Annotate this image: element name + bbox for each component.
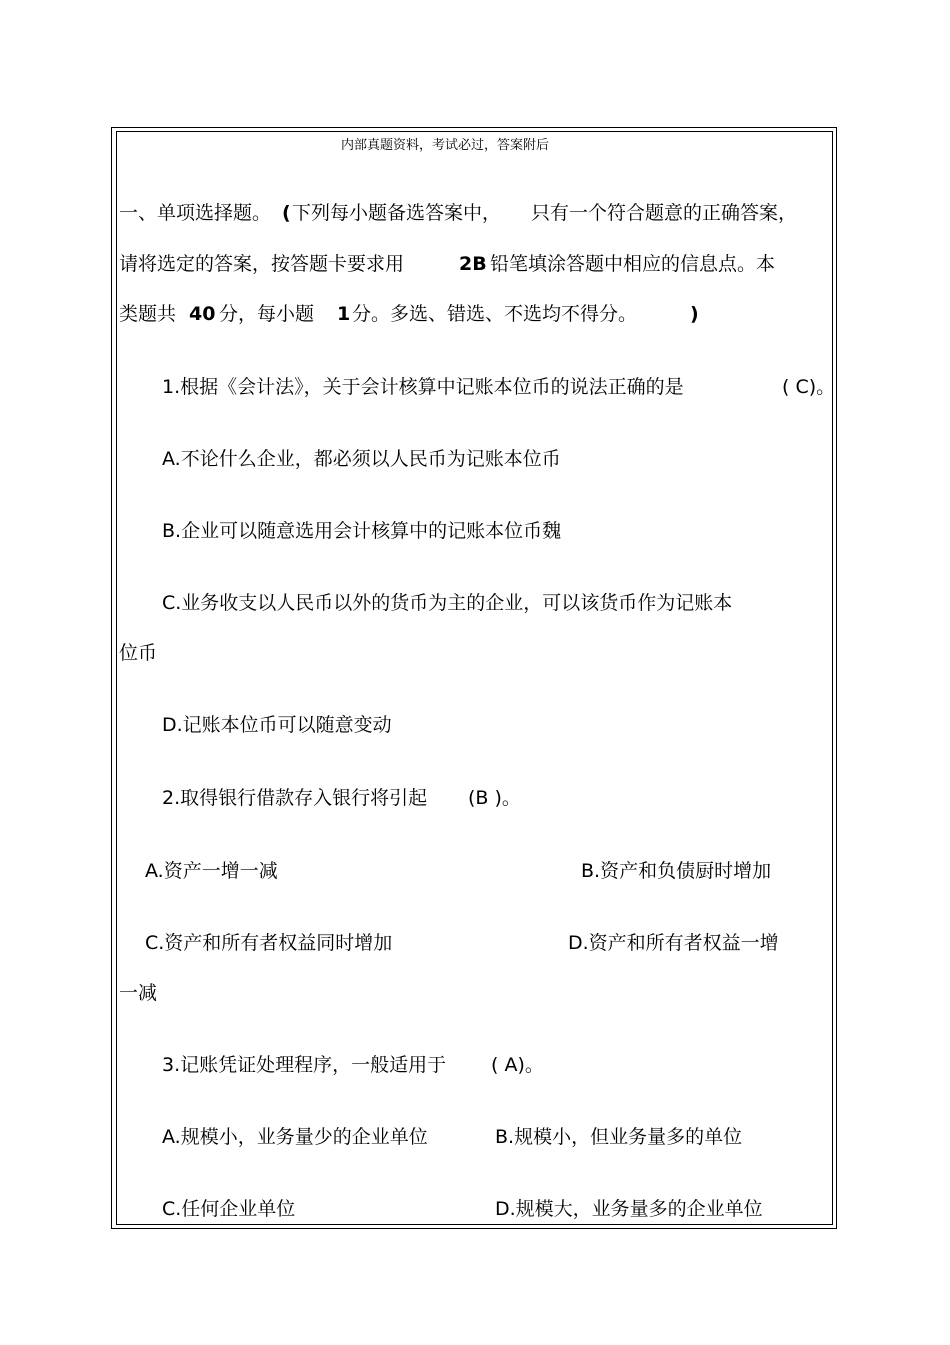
section-text-bold: 2B	[459, 253, 487, 275]
question-3-option-c: C.任何企业单位	[162, 1198, 296, 1220]
question-1-option-d: D.记账本位币可以随意变动	[162, 714, 392, 736]
section-text: 只有一个符合题意的正确答案，	[531, 202, 798, 224]
question-3-option-d: D.规模大，业务量多的企业单位	[495, 1198, 763, 1220]
question-3-option-b: B.规模小，但业务量多的单位	[495, 1126, 743, 1148]
section-text: 分，每小题	[219, 303, 315, 325]
question-1-option-c: C.业务收支以人民币以外的货币为主的企业，可以该货币作为记账本	[162, 592, 733, 614]
question-2-stem: 2.取得银行借款存入银行将引起	[162, 787, 428, 809]
section-paren-close: )	[690, 303, 699, 325]
document-header: 内部真题资料，考试必过，答案附后	[341, 138, 550, 153]
question-1-stem: 1.根据《会计法》，关于会计核算中记账本位币的说法正确的是	[162, 376, 684, 398]
question-3-stem: 3.记账凭证处理程序，一般适用于	[162, 1054, 447, 1076]
section-per-question-score: 1	[337, 303, 351, 325]
section-text: 下列每小题备选答案中，	[292, 202, 502, 224]
section-text: 分。多选、错选、不选均不得分。	[352, 303, 638, 325]
section-text: 铅笔填涂答题中相应的信息点。本	[490, 253, 776, 275]
question-2-option-c: C.资产和所有者权益同时增加	[145, 932, 393, 954]
question-2-option-d: D.资产和所有者权益一增	[568, 932, 779, 954]
section-paren-open: (	[282, 202, 291, 224]
question-2-option-a: A.资产一增一减	[145, 860, 278, 882]
question-2-answer: (B )。	[468, 787, 521, 809]
question-3-answer: ( A)。	[491, 1054, 544, 1076]
question-2-option-b: B.资产和负债厨时增加	[581, 860, 772, 882]
section-total-score: 40	[189, 303, 216, 325]
question-2-option-d-continued: 一减	[119, 982, 158, 1004]
question-1-option-c-continued: 位币	[119, 642, 158, 664]
section-title: 一、单项选择题。	[119, 202, 272, 224]
question-1-answer: ( C)。	[782, 376, 836, 398]
section-text: 类题共	[119, 303, 177, 325]
section-text: 请将选定的答案，按答题卡要求用	[119, 253, 405, 275]
question-1-option-a: A.不论什么企业，都必须以人民币为记账本位币	[162, 448, 561, 470]
question-1-option-b: B.企业可以随意选用会计核算中的记账本位币魏	[162, 520, 562, 542]
question-3-option-a: A.规模小，业务量少的企业单位	[162, 1126, 428, 1148]
